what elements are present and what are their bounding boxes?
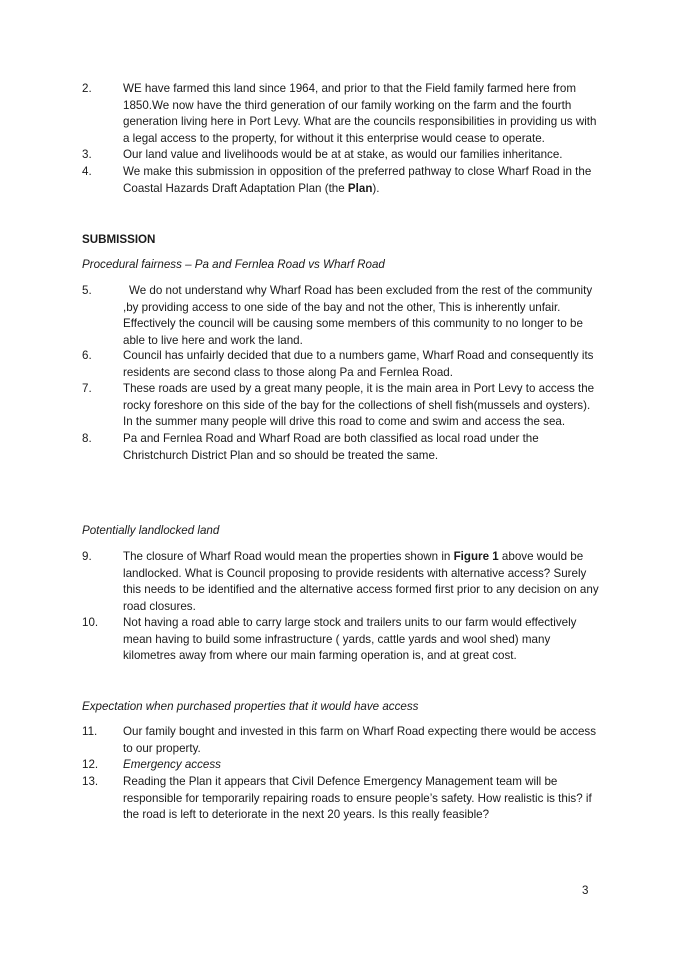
section-title-landlocked: Potentially landlocked land <box>82 524 220 537</box>
item-text: Our land value and livelihoods would be at at stake, as would our families inheritance. <box>123 148 563 161</box>
item-number: 3. <box>82 148 92 161</box>
list-item-10 <box>82 615 602 665</box>
item-text: Not having a road able to carry large stock and trailers units to our farm would effectively mean having to build some infrastructure ( yards, cattle yards and wool shed) many kilometres away from where our main farming operation is, and at great cost. <box>123 616 577 663</box>
item-text: Our family bought and invested in this farm on Wharf Road expecting there would be access to our property. <box>123 725 597 755</box>
section-title-expectation: Expectation when purchased properties that it would have access <box>82 700 419 713</box>
list-item-8 <box>82 431 602 464</box>
list-item-12 <box>82 757 602 774</box>
item-number: 7. <box>82 382 92 395</box>
list-item-2 <box>82 81 602 147</box>
item-text: The closure of Wharf Road would mean the properties shown in Figure 1 above would be landlocked. What is Council proposing to provide residents with alternative access? Surely this needs to be identified and the alternative access formed first prior to any decision on any road closures. <box>123 550 599 613</box>
submission-heading: SUBMISSION <box>82 233 156 246</box>
item-text: Reading the Plan it appears that Civil Defence Emergency Management team will be responsible for temporarily repairing roads to ensure people’s safety. How realistic is this? if the road is left to deteriorate in the next 20 years. Is this really feasible? <box>123 775 592 822</box>
item-number: 5. <box>82 284 92 297</box>
item-text: We do not understand why Wharf Road has been excluded from the rest of the community ,by providing access to one side of the bay and not the other, This is inherently unfair. Effectively the council will be causing some members of this community to no longer to be able to live here and work the land. <box>123 284 593 347</box>
list-item-7 <box>82 381 602 431</box>
item-number: 12. <box>82 758 99 771</box>
item-text: WE have farmed this land since 1964, and prior to that the Field family farmed here from 1850.We now have the third generation of our family working on the farm and the fourth generation living here in Port Levy. What are the councils responsibilities in providing us with a legal access to the property, for without it this enterprise would cease to operate. <box>123 82 597 145</box>
item-number: 9. <box>82 550 92 563</box>
item-text: Council has unfairly decided that due to a numbers game, Wharf Road and consequently its residents are second class to those along Pa and Fernlea Road. <box>123 349 594 379</box>
item-number: 11. <box>82 725 98 738</box>
list-item-11 <box>82 724 602 757</box>
list-item-6 <box>82 348 602 381</box>
list-item-13 <box>82 774 602 824</box>
section-title-procedural-fairness: Procedural fairness – Pa and Fernlea Road vs Wharf Road <box>82 258 385 271</box>
list-item-4 <box>82 164 602 197</box>
item-number: 2. <box>82 82 92 95</box>
item-text: These roads are used by a great many people, it is the main area in Port Levy to access the rocky foreshore on this side of the bay for the collections of shell fish(mussels and oysters). In the summer many people will drive this road to come and swim and access the sea. <box>123 382 595 429</box>
list-item-3 <box>82 147 602 164</box>
item-text: We make this submission in opposition of the preferred pathway to close Wharf Road in the Coastal Hazards Draft Adaptation Plan (the Plan). <box>123 165 592 195</box>
page-number: 3 <box>582 884 589 897</box>
item-number: 10. <box>82 616 99 629</box>
item-number: 13. <box>82 775 99 788</box>
item-number: 8. <box>82 432 92 445</box>
figure-reference: Figure 1 <box>453 550 499 563</box>
list-item-9 <box>82 549 602 615</box>
item-number: 4. <box>82 165 92 178</box>
list-item-5 <box>82 283 602 349</box>
plan-bold-term: Plan <box>347 181 373 195</box>
item-text: Pa and Fernlea Road and Wharf Road are both classified as local road under the Christchurch District Plan and so should be treated the same. <box>123 432 539 462</box>
item-text: Emergency access <box>123 758 221 771</box>
item-number: 6. <box>82 349 92 362</box>
